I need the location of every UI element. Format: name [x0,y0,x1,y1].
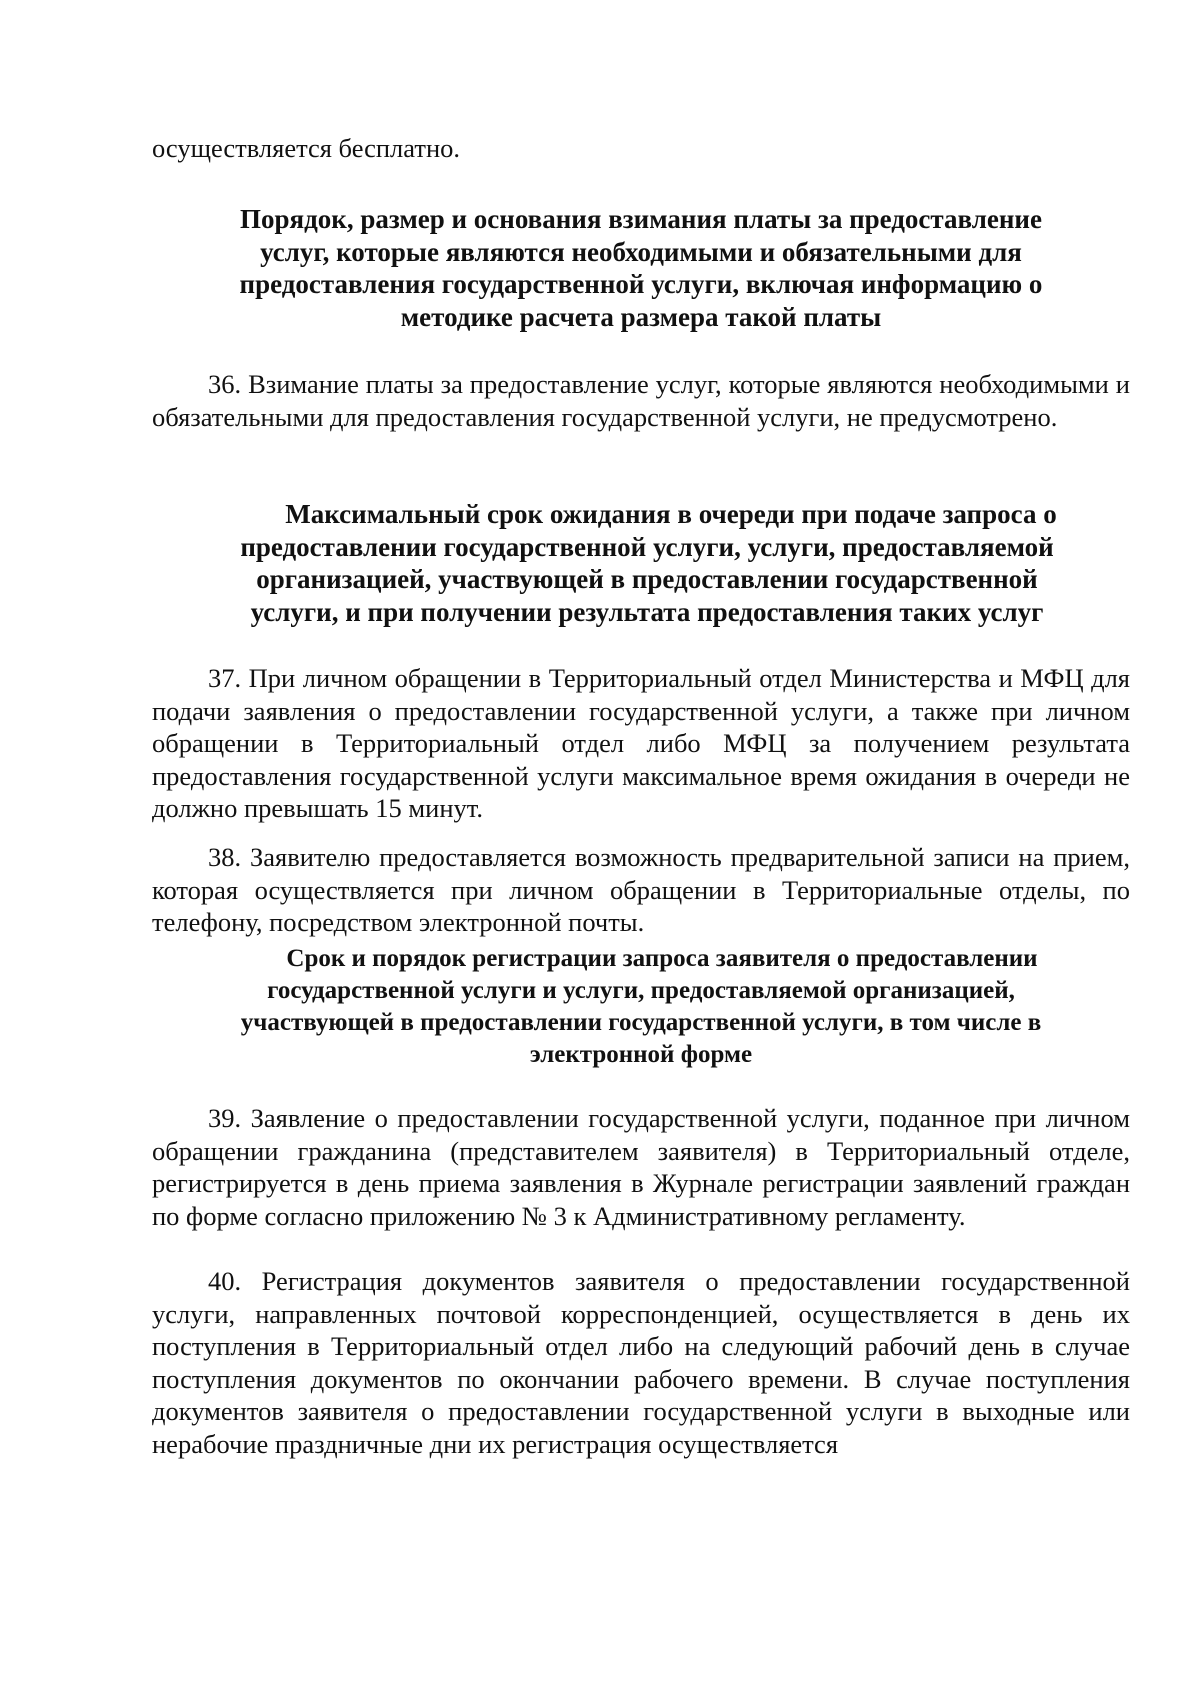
heading-line: предоставлении государственной услуги, услуги, предоставляемой [240,531,1054,562]
section-heading-registration [152,943,1130,1071]
heading-line: Порядок, размер и основания взимания платы за предоставление [240,204,1042,234]
heading-line: Срок и порядок регистрации запроса заявителя о предоставлении [286,945,1038,972]
paragraph-38: 38. Заявителю предоставляется возможность предварительной записи на прием, которая осуществляется при личном обращении в Территориальные отделы, по телефону, посредством электронной почты. [152,842,1130,937]
heading-line: предоставления государственной услуги, включая информацию о [239,269,1043,299]
paragraph-40: 40. Регистрация документов заявителя о предоставлении государственной услуги, направленных почтовой корреспонденцией, осуществляется в день их поступления в Территориальный отдел либо на следующий рабочий день в случае поступления документов по окончании рабочего времени. В случае поступления документов заявителя о предоставлении государственной услуги в выходные или нерабочие праздничные дни их регистрация осуществляется [152,1266,1130,1459]
heading-line: участвующей в предоставлении государственной услуги, в том числе в [240,1009,1042,1036]
section-heading-fees [152,203,1130,333]
heading-line: услуг, которые являются необходимыми и обязательными для [260,236,1022,267]
heading-line: электронной форме [529,1041,753,1068]
heading-line: организацией, участвующей в предоставлении государственной [256,564,1038,594]
continuation-text: осуществляется бесплатно. [152,133,460,163]
paragraph-39: 39. Заявление о предоставлении государственной услуги, поданное при личном обращении гражданина (представителем заявителя) в Территориальный отделе, регистрируется в день приема заявления в Журнале регистрации заявлений граждан по форме согласно приложению № 3 к Административному регламенту. [152,1103,1130,1231]
heading-line: государственной услуги и услуги, предоставляемой организацией, [267,977,1015,1004]
section-heading-queue-time [158,498,1136,628]
heading-line: методике расчета размера такой платы [400,301,882,332]
heading-line: Максимальный срок ожидания в очереди при подаче запроса о [285,499,1057,529]
paragraph-36: 36. Взимание платы за предоставление услуг, которые являются необходимыми и обязательными для предоставления государственной услуги, не предусмотрено. [152,369,1130,432]
paragraph-37: 37. При личном обращении в Территориальный отдел Министерства и МФЦ для подачи заявления о предоставлении государственной услуги, а также при личном обращении в Территориальный отдел либо МФЦ за получением результата предоставления государственной услуги максимальное время ожидания в очереди не должно превышать 15 минут. [152,663,1130,823]
heading-line: услуги, и при получении результата предоставления таких услуг [250,596,1044,627]
